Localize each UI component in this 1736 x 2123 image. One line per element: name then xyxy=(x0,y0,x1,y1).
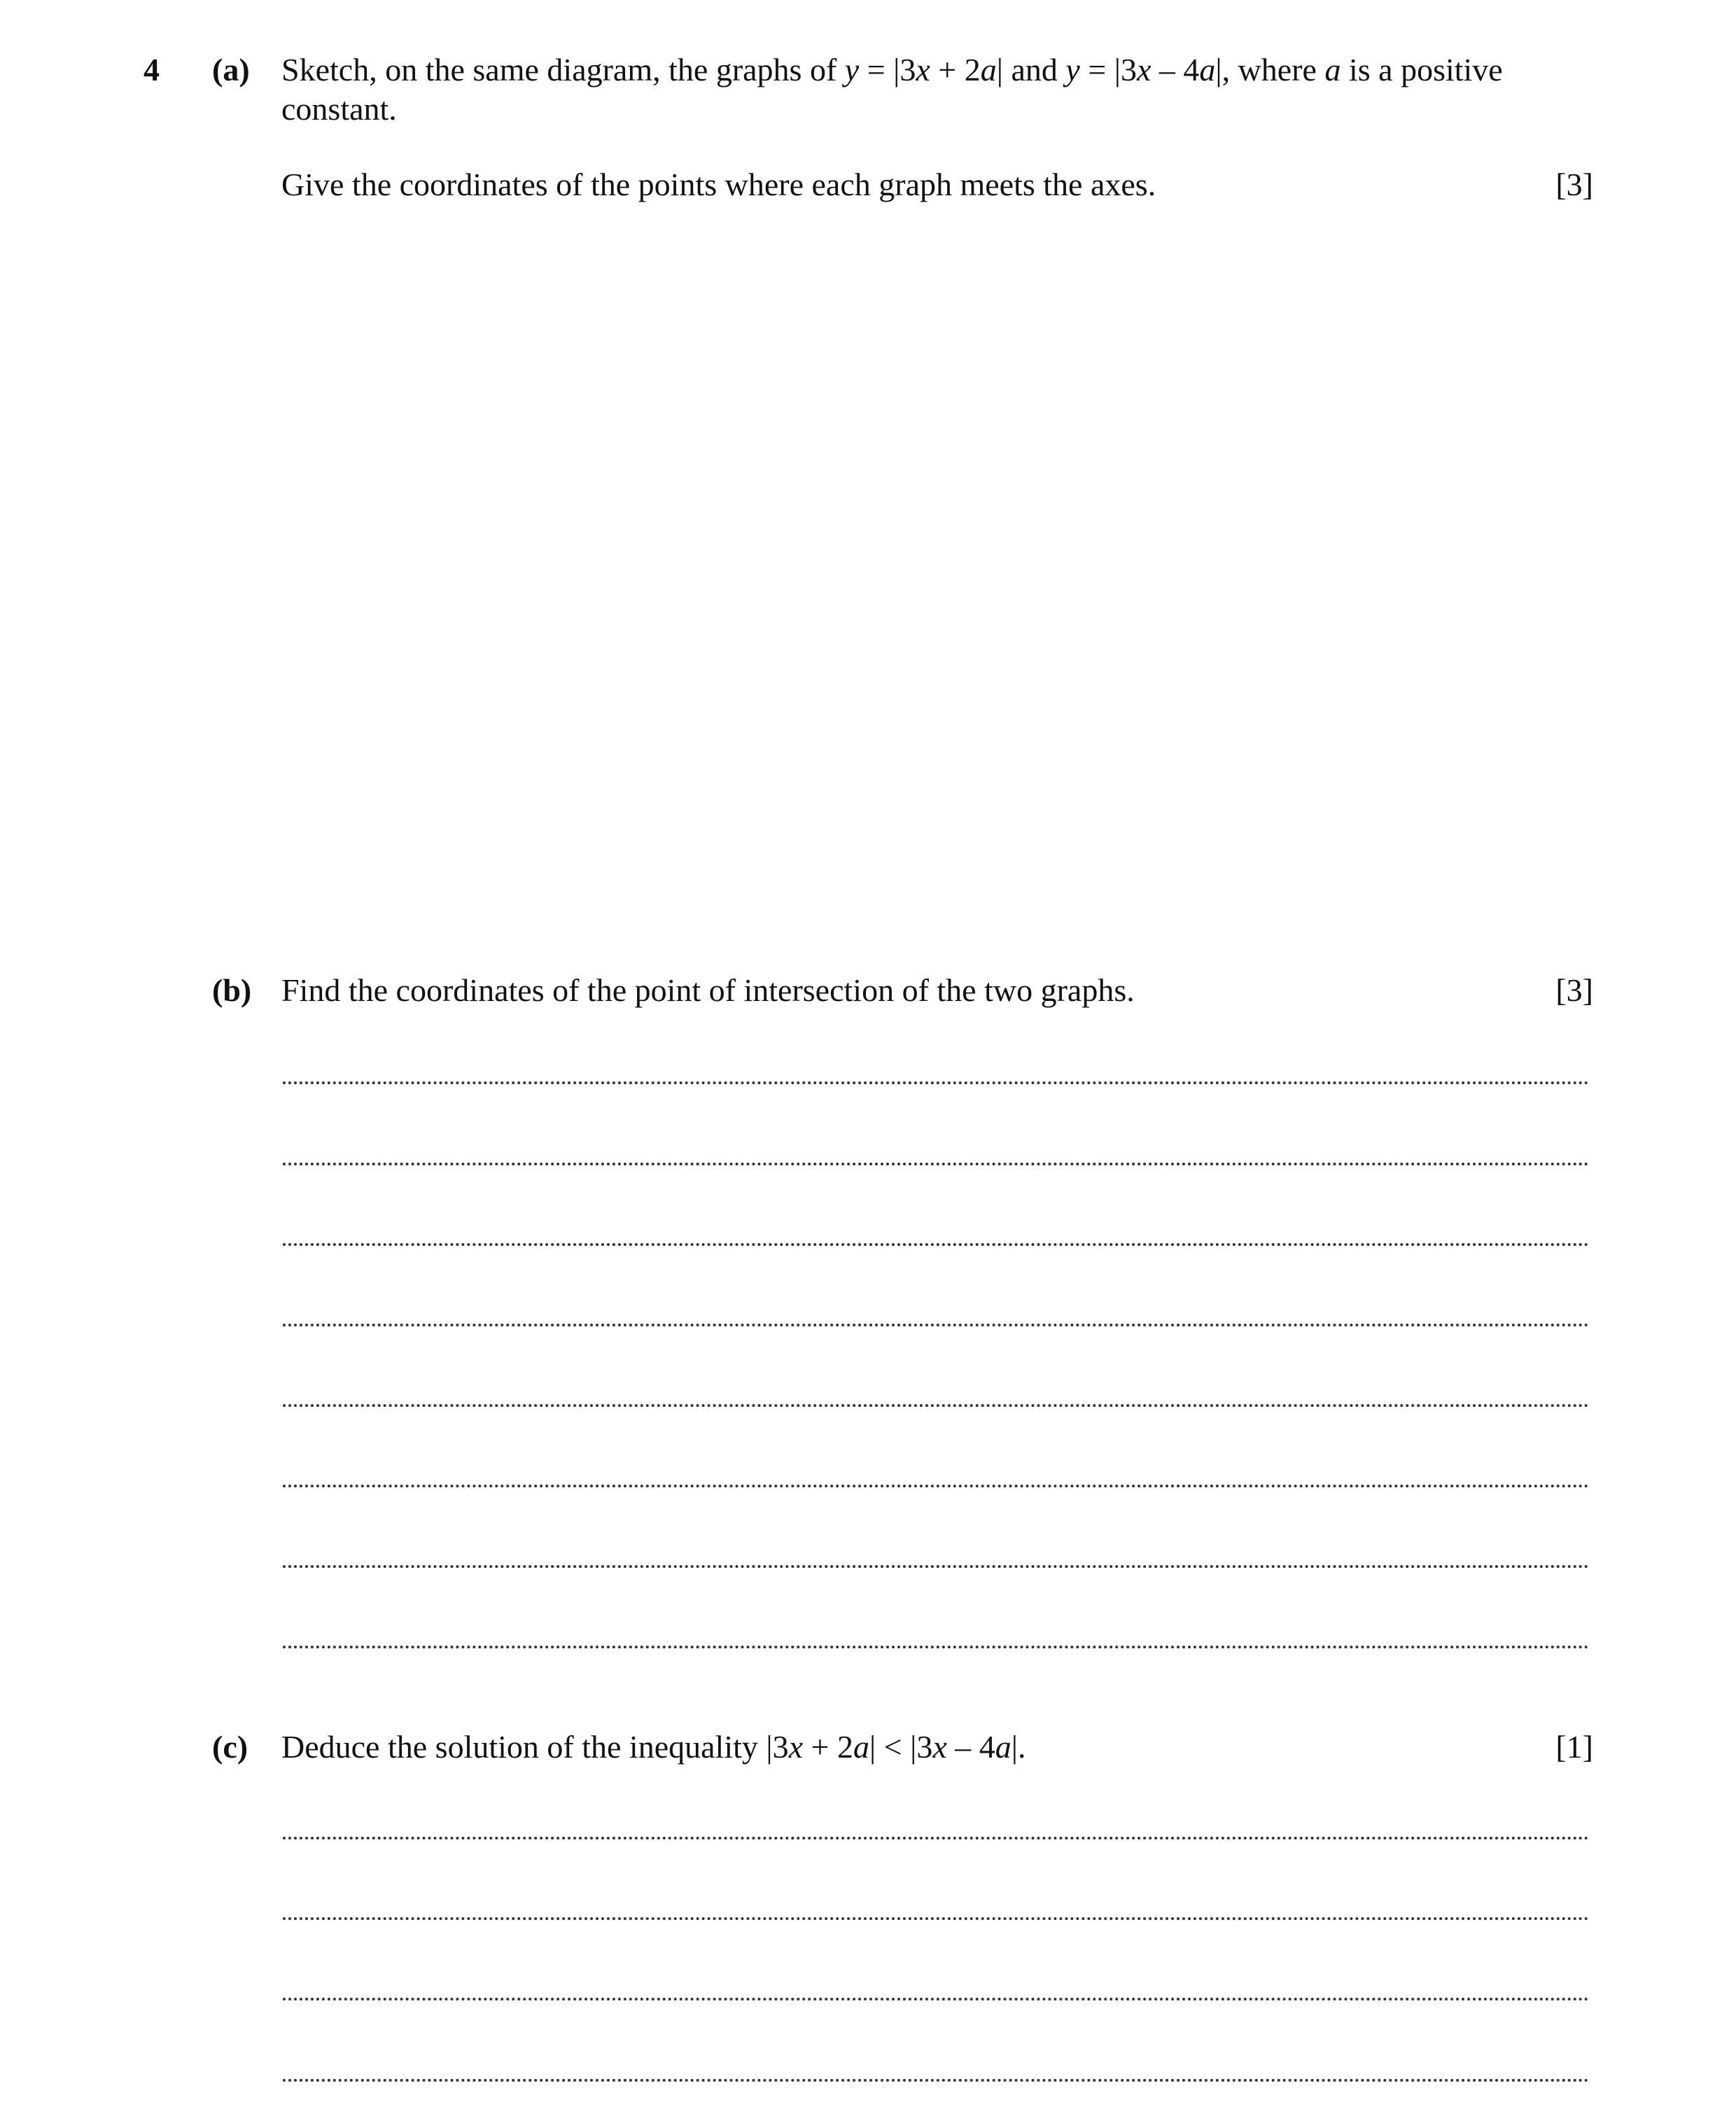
part-a-instruction: Give the coordinates of the points where each graph meets the axes. xyxy=(281,167,1156,202)
part-a-tail: is a positive xyxy=(1340,52,1503,87)
part-c-x2: x xyxy=(932,1729,947,1765)
part-a-question-text xyxy=(281,50,1590,90)
part-a-eq1-var: y xyxy=(844,52,860,87)
part-c-marks: [1] xyxy=(1555,1729,1593,1765)
part-c-label: (c) xyxy=(212,1729,248,1765)
part-a-eq2-x: x xyxy=(1136,52,1152,87)
part-a-eq2-a: a xyxy=(1199,52,1216,87)
part-a-eq1-plus: + 2 xyxy=(930,52,981,87)
part-a-eq1-close: | and xyxy=(996,52,1066,87)
part-c-plus: + 2 xyxy=(803,1729,853,1765)
answer-line[interactable] xyxy=(283,1485,1589,1487)
answer-line[interactable] xyxy=(283,1081,1589,1084)
part-a-eq1-a: a xyxy=(980,52,997,87)
answer-line[interactable] xyxy=(283,1998,1589,2001)
part-a-eq1-x: x xyxy=(916,52,930,87)
part-a-eq1-rest: = |3 xyxy=(859,52,916,87)
part-c-minus: – 4 xyxy=(946,1729,995,1765)
answer-line[interactable] xyxy=(283,1917,1589,1920)
part-c-question-text xyxy=(281,1728,1590,1767)
answer-line[interactable] xyxy=(283,1646,1589,1648)
part-a-const-a: a xyxy=(1324,52,1341,87)
answer-line[interactable] xyxy=(283,1243,1589,1246)
part-c-mid: | < |3 xyxy=(869,1729,933,1765)
part-c-text-pre: Deduce the solution of the inequality |3 xyxy=(281,1729,789,1765)
part-a-intro: Sketch, on the same diagram, the graphs of xyxy=(281,52,845,87)
part-a-eq2-rest: = |3 xyxy=(1079,52,1137,87)
part-a-eq2-minus: – 4 xyxy=(1151,52,1200,87)
part-c-end: |. xyxy=(1011,1729,1026,1765)
answer-line[interactable] xyxy=(283,1163,1589,1165)
part-a-marks: [3] xyxy=(1555,167,1593,202)
part-a-line2: constant. xyxy=(281,91,397,127)
part-c-a2: a xyxy=(995,1729,1011,1765)
sketch-area[interactable] xyxy=(281,224,1590,952)
part-b-marks: [3] xyxy=(1555,972,1593,1008)
part-a-eq2-close: |, where xyxy=(1215,52,1325,87)
question-number: 4 xyxy=(144,52,160,87)
answer-line[interactable] xyxy=(283,1565,1589,1568)
answer-line[interactable] xyxy=(283,1324,1589,1326)
part-c-a1: a xyxy=(853,1729,869,1765)
part-c-x1: x xyxy=(788,1729,804,1765)
part-a-label: (a) xyxy=(212,52,250,87)
part-a-eq2-var: y xyxy=(1065,52,1080,87)
part-b-label: (b) xyxy=(212,972,252,1008)
answer-line[interactable] xyxy=(283,2079,1589,2082)
part-b-question-text: Find the coordinates of the point of intersection of the two graphs. xyxy=(281,972,1135,1008)
answer-line[interactable] xyxy=(283,1837,1589,1840)
answer-line[interactable] xyxy=(283,1404,1589,1407)
